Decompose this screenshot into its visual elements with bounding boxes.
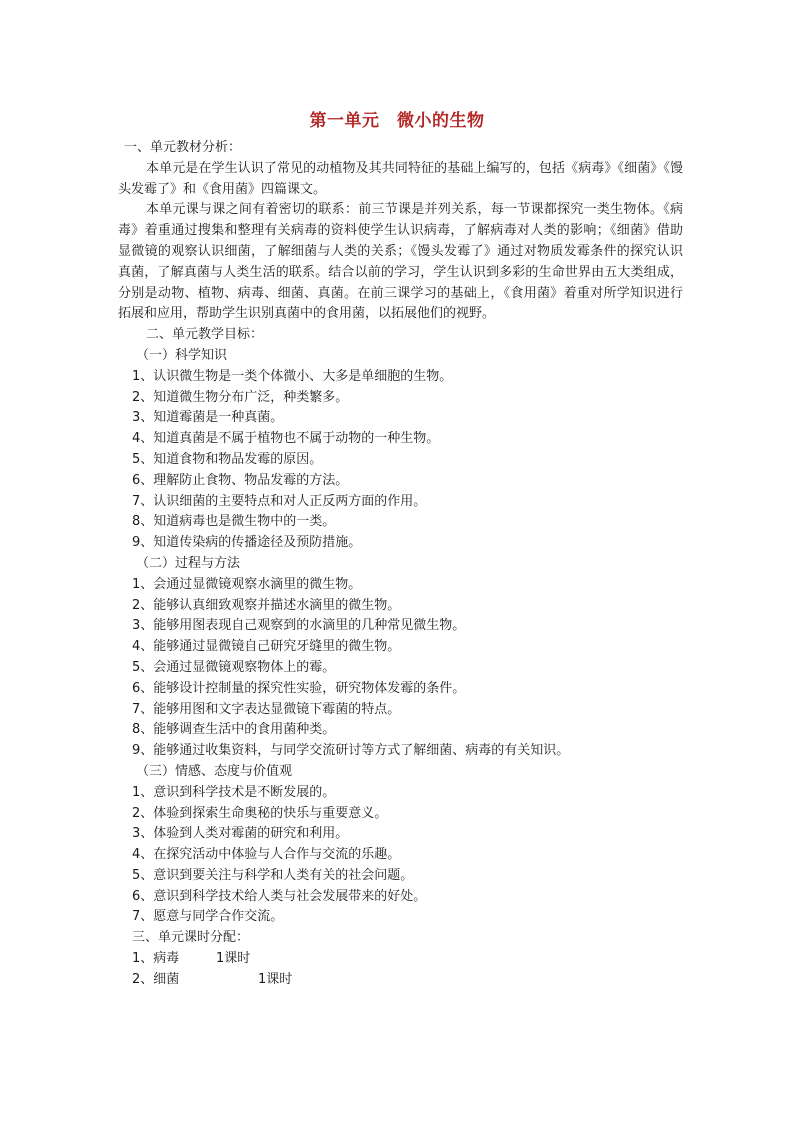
list-item: 3、体验到人类对霉菌的研究和利用。 bbox=[132, 826, 349, 842]
list-item: 6、理解防止食物、物品发霉的方法。 bbox=[132, 472, 349, 488]
list-item: 8、知道病毒也是微生物中的一类。 bbox=[132, 514, 336, 530]
lesson-hours: 1课时 bbox=[216, 951, 251, 967]
list-item: 9、知道传染病的传播途径及预防措施。 bbox=[132, 535, 362, 551]
subsection-heading-attitude: （三）情感、态度与价值观 bbox=[136, 763, 293, 779]
lesson-name: 1、病毒 bbox=[132, 951, 180, 967]
section-heading-schedule: 三、单元课时分配： bbox=[132, 930, 250, 946]
list-item: 2、知道微生物分布广泛，种类繁多。 bbox=[132, 389, 349, 405]
section-heading-analysis: 一、单元教材分析： bbox=[124, 140, 242, 155]
list-item: 5、会通过显微镜观察物体上的霉。 bbox=[132, 659, 336, 675]
list-item: 7、认识细菌的主要特点和对人正反两方面的作用。 bbox=[132, 493, 427, 509]
schedule-row bbox=[118, 970, 683, 991]
list-item: 4、能够通过显微镜自己研究牙缝里的微生物。 bbox=[132, 639, 401, 655]
page-title: 第一单元 微小的生物 bbox=[309, 111, 485, 131]
analysis-paragraph-1: 本单元是在学生认识了常见的动植物及其共同特征的基础上编写的，包括《病毒》《细菌》《馒头发霉了》和《食用菌》四篇课文。 bbox=[118, 160, 683, 197]
list-item: 2、能够认真细致观察并描述水滴里的微生物。 bbox=[132, 597, 401, 613]
list-item: 3、能够用图表现自己观察到的水滴里的几种常见微生物。 bbox=[132, 618, 466, 634]
list-item: 4、知道真菌是不属于植物也不属于动物的一种生物。 bbox=[132, 431, 440, 447]
process-list bbox=[118, 575, 683, 762]
schedule-row bbox=[118, 949, 683, 970]
list-item: 5、意识到要关注与科学和人类有关的社会问题。 bbox=[132, 867, 414, 883]
list-item: 9、能够通过收集资料，与同学交流研讨等方式了解细菌、病毒的有关知识。 bbox=[132, 743, 570, 759]
analysis-paragraph-2: 本单元课与课之间有着密切的联系：前三节课是并列关系，每一节课都探究一类生物体。《病毒》着重通过搜集和整理有关病毒的资料使学生认识病毒，了解病毒对人类的影响；《细菌》借助显微镜的观察认识细菌，了解细菌与人类的关系；《馒头发霉了》通过对物质发霉条件的探究认识真菌，了解真菌与人类生活的联系。结合以前的学习，学生认识到多彩的生命世界由五大类组成，分别是动物、植物、病毒、细菌、真菌。在前三课学习的基础上，《食用菌》着重对所学知识进行拓展和应用，帮助学生识别真菌中的食用菌，以拓展他们的视野。 bbox=[118, 202, 683, 322]
document-body bbox=[118, 138, 683, 991]
list-item: 8、能够调查生活中的食用菌种类。 bbox=[132, 722, 336, 738]
list-item: 3、知道霉菌是一种真菌。 bbox=[132, 410, 284, 426]
list-item: 7、愿意与同学合作交流。 bbox=[132, 909, 284, 925]
list-item: 5、知道食物和物品发霉的原因。 bbox=[132, 451, 323, 467]
list-item: 1、意识到科学技术是不断发展的。 bbox=[132, 784, 336, 800]
attitude-list bbox=[118, 783, 683, 929]
list-item: 7、能够用图和文字表达显微镜下霉菌的特点。 bbox=[132, 701, 401, 717]
list-item: 1、认识微生物是一类个体微小、大多是单细胞的生物。 bbox=[132, 368, 453, 384]
schedule-list bbox=[118, 949, 683, 991]
list-item: 6、意识到科学技术给人类与社会发展带来的好处。 bbox=[132, 888, 427, 904]
knowledge-list bbox=[118, 367, 683, 554]
subsection-heading-knowledge: （一）科学知识 bbox=[136, 347, 228, 363]
list-item: 6、能够设计控制量的探究性实验，研究物体发霉的条件。 bbox=[132, 680, 466, 696]
lesson-hours: 1课时 bbox=[258, 971, 293, 987]
section-heading-goals: 二、单元教学目标： bbox=[146, 327, 264, 343]
list-item: 1、会通过显微镜观察水滴里的微生物。 bbox=[132, 576, 362, 592]
subsection-heading-process: （二）过程与方法 bbox=[136, 555, 241, 571]
list-item: 4、在探究活动中体验与人合作与交流的乐趣。 bbox=[132, 847, 401, 863]
list-item: 2、体验到探索生命奥秘的快乐与重要意义。 bbox=[132, 805, 388, 821]
lesson-name: 2、细菌 bbox=[132, 971, 180, 987]
